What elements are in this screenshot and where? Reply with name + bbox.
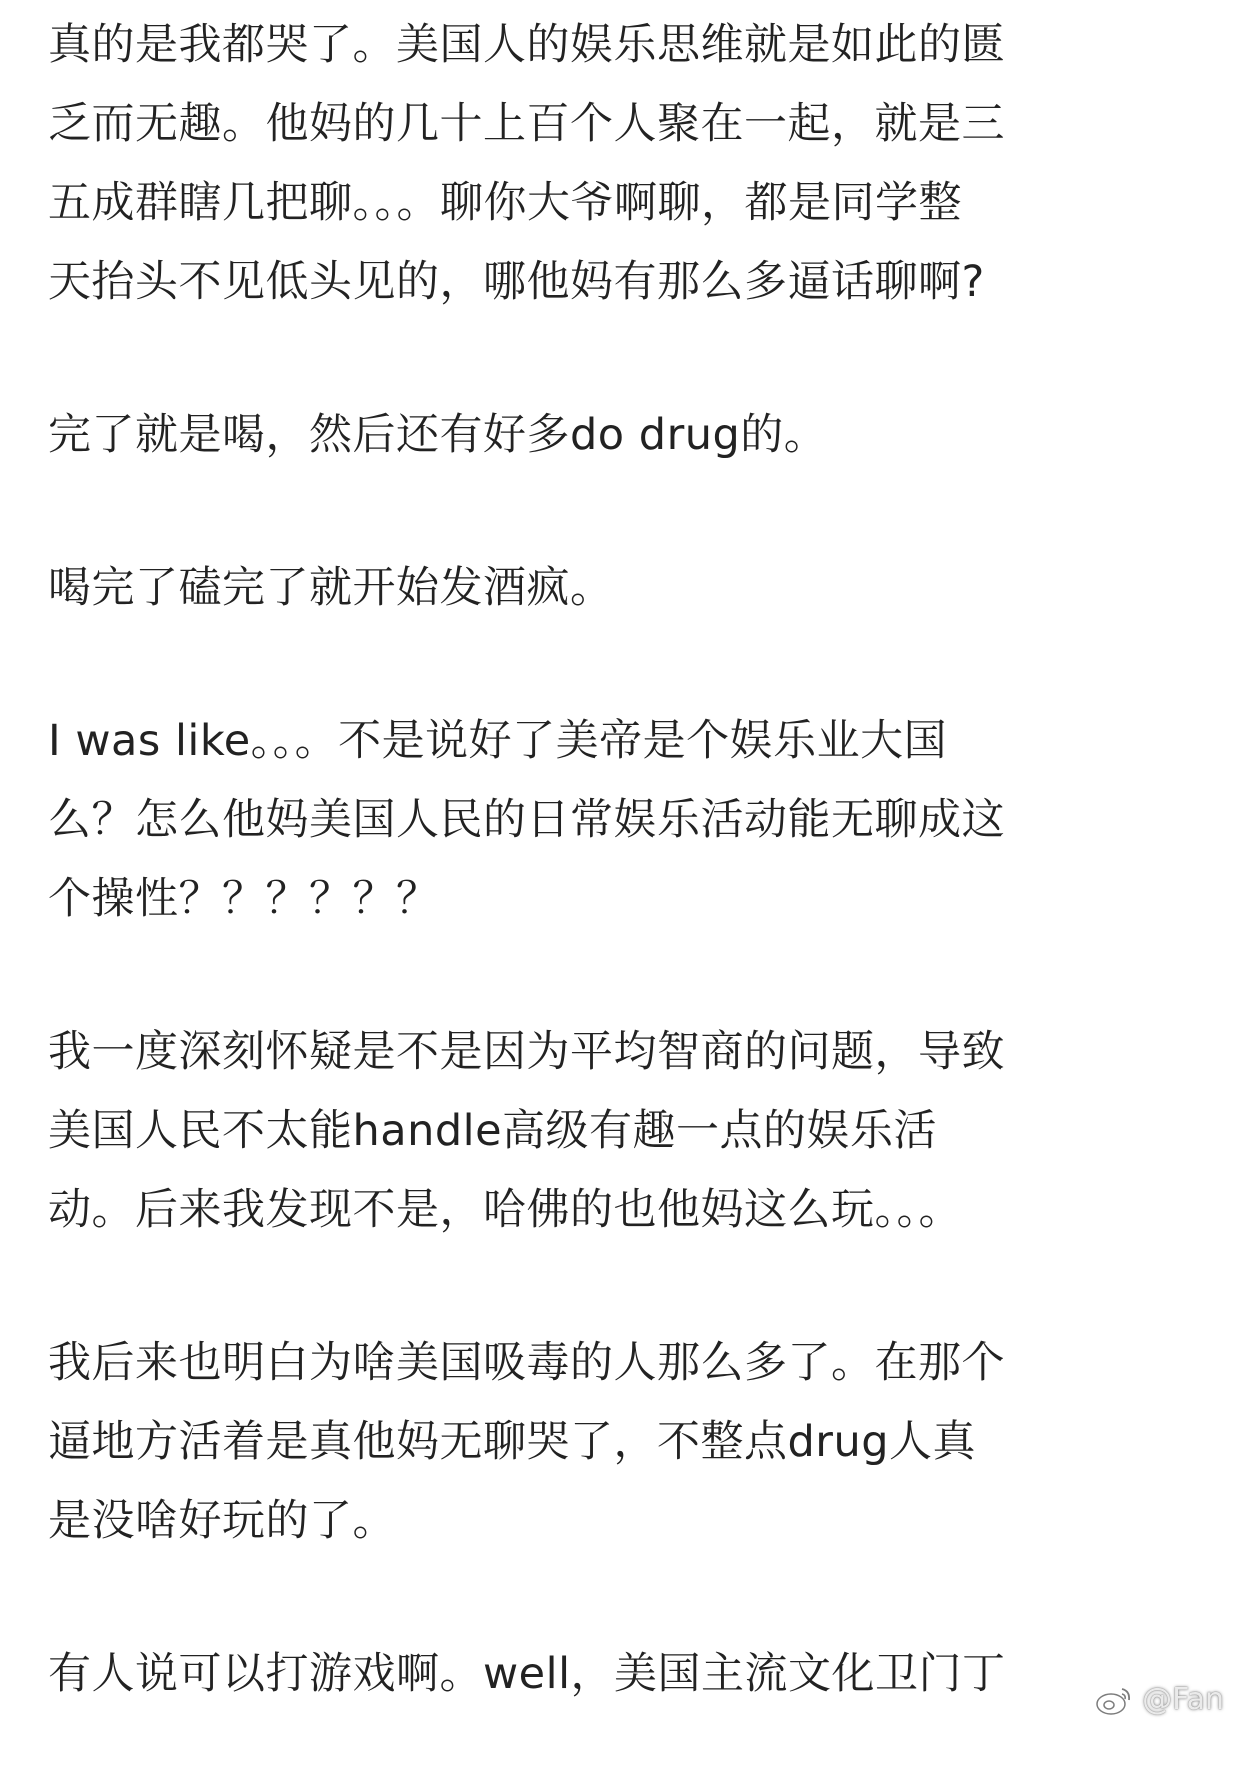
text-line: 我后来也明白为啥美国吸毒的人那么多了。在那个 [48,1338,1005,1388]
text-line: 美国人民不太能handle高级有趣一点的娱乐活 [48,1106,938,1156]
text-line: 真的是我都哭了。美国人的娱乐思维就是如此的匮 [48,20,1005,70]
text-line: 动。后来我发现不是，哈佛的也他妈这么玩。。。 [48,1185,962,1235]
paragraph-7 [48,1635,1198,1714]
text-line: 个操性？？？？？？ [48,874,440,924]
text-line: I was like。。。不是说好了美帝是个娱乐业大国 [48,716,948,766]
paragraph-6 [48,1324,1198,1561]
text-line: 是没啥好玩的了。 [48,1496,396,1546]
paragraph-1 [48,6,1198,322]
paragraph-5 [48,1013,1198,1250]
paragraph-4 [48,702,1198,939]
text-line: 喝完了磕完了就开始发酒疯。 [48,563,614,613]
paragraph-3 [48,549,1198,628]
weibo-logo-icon [1094,1683,1134,1717]
post-body [48,6,1198,1788]
weibo-watermark [1094,1682,1224,1717]
paragraph-2 [48,396,1198,475]
watermark-text: @Fan [1142,1682,1224,1717]
text-line: 五成群瞎几把聊。。。聊你大爷啊聊，都是同学整 [48,178,962,228]
text-line: 逼地方活着是真他妈无聊哭了，不整点drug人真 [48,1417,977,1467]
text-line: 我一度深刻怀疑是不是因为平均智商的问题，导致 [48,1027,1005,1077]
text-line: 完了就是喝，然后还有好多do drug的。 [48,410,828,460]
text-line: 乏而无趣。他妈的几十上百个人聚在一起，就是三 [48,99,1005,149]
text-line: 有人说可以打游戏啊。well，美国主流文化卫门丁 [48,1649,1006,1699]
text-line: 么？怎么他妈美国人民的日常娱乐活动能无聊成这 [48,795,1005,845]
text-line: 天抬头不见低头见的，哪他妈有那么多逼话聊啊? [48,257,985,307]
